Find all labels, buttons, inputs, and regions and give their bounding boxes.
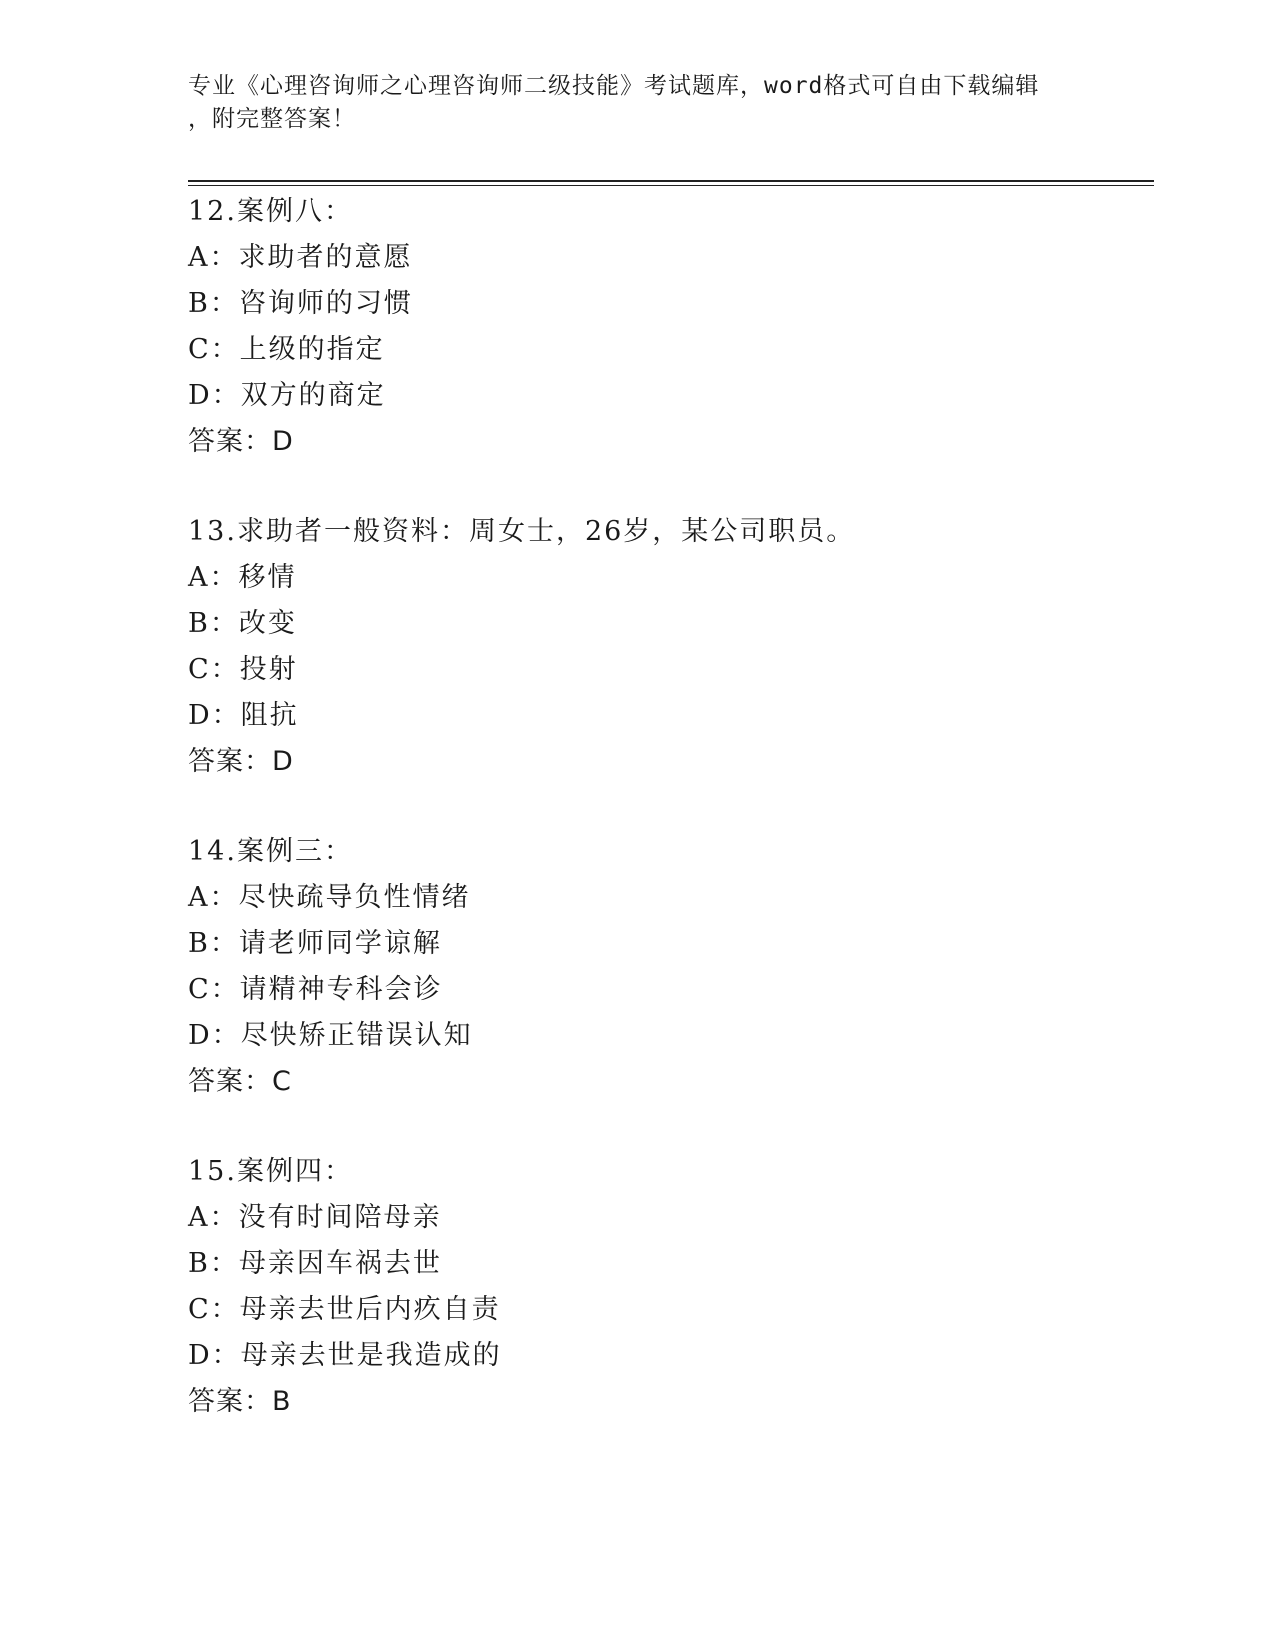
option-c: C：请精神专科会诊 (188, 974, 443, 1005)
question-13 (188, 509, 1088, 785)
header-line-1: 专业《心理咨询师之心理咨询师二级技能》考试题库，word格式可自由下载编辑 (188, 73, 1040, 99)
answer: 答案：C (188, 1066, 292, 1097)
option-c: C：上级的指定 (188, 334, 385, 365)
question-stem: 12.案例八： (188, 196, 353, 227)
option-d: D：阻抗 (188, 700, 299, 731)
option-d: D：母亲去世是我造成的 (188, 1340, 502, 1371)
option-b: B：改变 (188, 608, 297, 639)
option-a: A：尽快疏导负性情绪 (188, 882, 471, 913)
answer: 答案：B (188, 1386, 292, 1417)
header-divider (188, 180, 1154, 186)
question-14 (188, 829, 1088, 1105)
option-b: B：母亲因车祸去世 (188, 1248, 442, 1279)
document-header (188, 70, 1088, 136)
question-stem: 15.案例四： (188, 1156, 353, 1187)
question-stem: 13.求助者一般资料：周女士，26岁，某公司职员。 (188, 516, 856, 547)
option-d: D：尽快矫正错误认知 (188, 1020, 473, 1051)
question-15 (188, 1149, 1088, 1425)
option-a: A：没有时间陪母亲 (188, 1202, 442, 1233)
option-c: C：母亲去世后内疚自责 (188, 1294, 501, 1325)
option-c: C：投射 (188, 654, 298, 685)
option-a: A：求助者的意愿 (188, 242, 413, 273)
option-b: B：咨询师的习惯 (188, 288, 413, 319)
option-a: A：移情 (188, 562, 297, 593)
answer: 答案：D (188, 746, 294, 777)
header-line-2: ，附完整答案！ (188, 106, 356, 132)
option-b: B：请老师同学谅解 (188, 928, 442, 959)
question-stem: 14.案例三： (188, 836, 353, 867)
answer: 答案：D (188, 426, 294, 457)
question-12 (188, 189, 1088, 465)
option-d: D：双方的商定 (188, 380, 386, 411)
